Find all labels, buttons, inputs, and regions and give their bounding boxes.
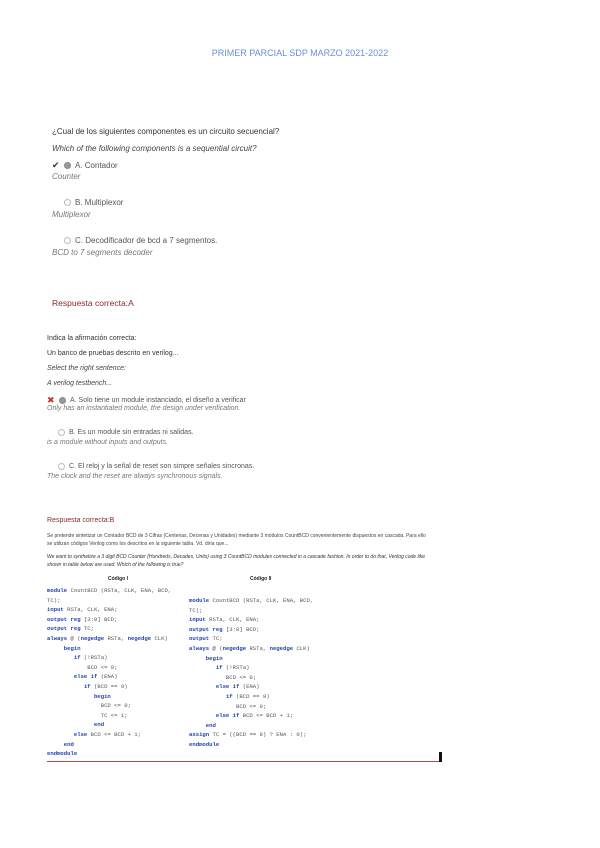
q2-question: Un banco de pruebas descrito en verilog... [47, 350, 179, 357]
radio-button[interactable] [64, 199, 71, 206]
q2-option-c[interactable] [58, 463, 254, 470]
code-block-2: module CountBCD (RSTa, CLK, ENA, BCD, TC); input RSTa, CLK, ENA; output reg [3:0] BCD; output TC; always @ (negedge RSTa, negedge CLK) begin if (!RSTa) BCD <= 0; else if (ENA) if (BCD == 9) BCD <= 0; else if BCD <= BCD + 1; end assign TC = ((BCD == 9) ? ENA : 0); endmodule [189, 597, 314, 748]
q1-option-c[interactable] [64, 236, 217, 245]
code-block-1: module CountBCD (RSTa, CLK, ENA, BCD, TC); input RSTa, CLK, ENA; output reg [3:0] BCD; output reg TC; always @ (negedge RSTa, negedge CLK) begin if (!RSTa) BCD <= 0; else if (ENA) if (BCD == 9) begin BCD <= 0; TC <= 1; end else BCD <= BCD + 1; end endmodule [47, 587, 172, 758]
option-label: C. Decodificador de bcd a 7 segmentos. [75, 236, 218, 245]
page-title: PRIMER PARCIAL SDP MARZO 2021-2022 [211, 48, 389, 58]
q2-prompt-en: Select the right sentence: [47, 365, 126, 372]
option-translation: Counter [52, 172, 81, 181]
option-label: B. Multiplexor [75, 198, 124, 207]
q1-option-b[interactable] [64, 198, 123, 207]
q3-text-en-2: shown in table below are used. Which of the following is true? [47, 562, 184, 568]
check-icon: ✔ [52, 160, 60, 170]
q3-text-es-2: se utilizan códigos Verilog como los descritos en la siguiente tabla. Vd. diría que... [47, 541, 229, 547]
option-label: A. Solo tiene un module instanciado, el diseño a verificar [70, 397, 246, 404]
option-label: B. Es un module sin entradas ni salidas. [69, 429, 194, 436]
q2-question-en: A verilog testbench... [47, 380, 113, 387]
radio-button-selected[interactable] [59, 397, 66, 404]
q3-text-en-1: We want to synthetize a 3 digit BCD Counter (Hundreds, Decades, Units) using 3 CountBCD modules connected in a cascade fashion. In order to do that, Verilog code like [47, 554, 425, 560]
option-translation: Multiplexor [52, 210, 91, 219]
radio-button[interactable] [64, 237, 71, 244]
option-translation: is a module without inputs and outputs. [47, 439, 169, 446]
code1-title: Código I [108, 576, 128, 582]
q1-question: ¿Cual de los siguientes componentes es un circuito secuencial? [52, 127, 280, 136]
q1-option-a[interactable] [52, 160, 118, 171]
radio-button[interactable] [58, 463, 65, 470]
option-translation: Only has an instantiated module, the design under verification. [47, 405, 241, 412]
option-label: A. Contador [75, 161, 118, 170]
option-translation: BCD to 7 segments decoder [52, 248, 153, 257]
radio-button[interactable] [58, 429, 65, 436]
q3-text-es-1: Se pretende sintetizar un Contador BCD de 3 Cifras (Centenas, Decenas y Unidades) mediante 3 módulos CountBCD convenientemente dispuestos en cascada. Para ello [47, 533, 426, 539]
cross-icon: ✖ [47, 395, 55, 405]
q2-option-b[interactable] [58, 429, 194, 436]
divider-line [47, 761, 440, 762]
radio-button-selected[interactable] [64, 162, 71, 169]
q1-correct-answer: Respuesta correcta:A [52, 298, 134, 308]
code2-title: Código II [250, 576, 272, 582]
q2-correct-answer: Respuesta correcta:B [47, 517, 115, 524]
q2-prompt: Indica la afirmación correcta: [47, 335, 137, 342]
option-label: C. El reloj y la señal de reset son simpre señales sincronas. [69, 463, 255, 470]
scroll-marker [439, 752, 442, 762]
q1-question-en: Which of the following components is a sequential circuit? [52, 144, 257, 153]
option-translation: The clock and the reset are always synchronous signals. [47, 473, 223, 480]
